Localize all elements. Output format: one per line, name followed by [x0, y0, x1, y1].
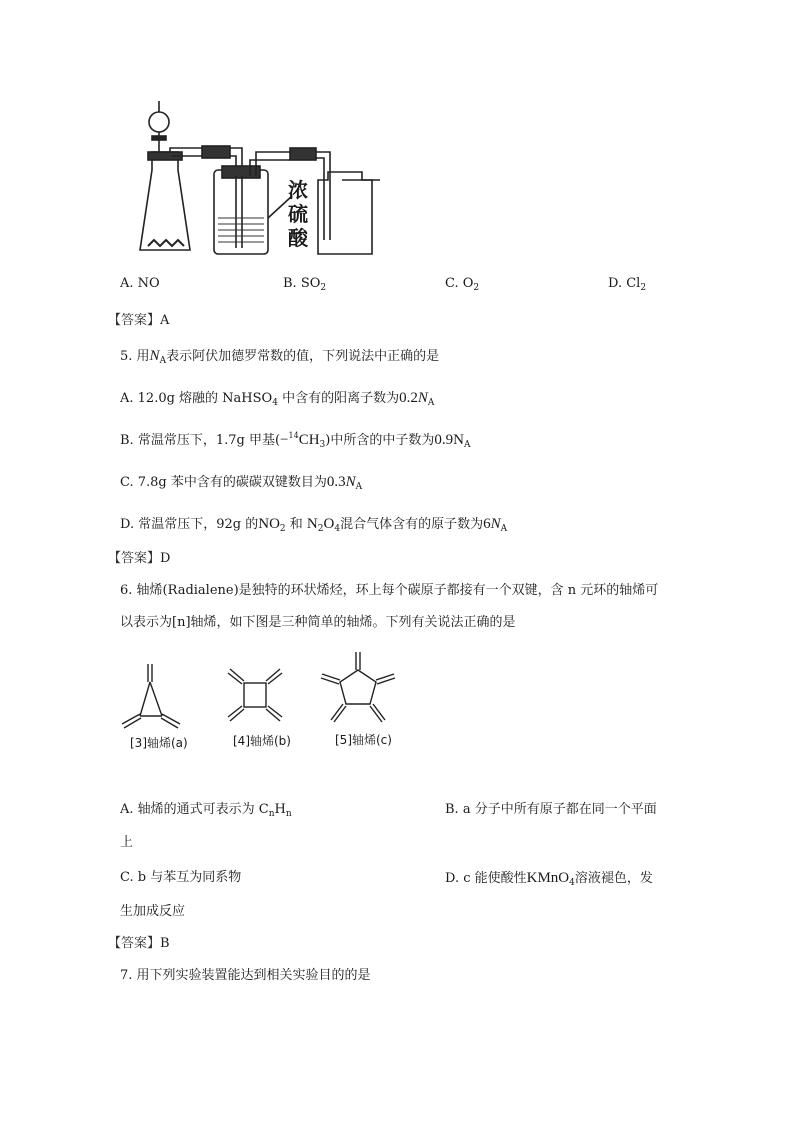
- q6-option-c: C. b 与苯互为同系物: [120, 870, 242, 885]
- q5-option-b: B. 常温常压下，1.7g 甲基$(-^{14}CH_3)$中所含的中子数为$0.9N_A$: [120, 431, 471, 450]
- q4-option-b: B. $SO_2$: [283, 276, 327, 293]
- q4-option-c: C. $O_2$: [445, 276, 480, 293]
- q6-option-d: D. c 能使酸性KMnO$_4$溶液褪色，发: [445, 870, 653, 888]
- radialene-5-label: [5]轴烯(c): [335, 733, 392, 747]
- gas-apparatus-figure: [150, 100, 410, 260]
- q7-stem: 7. 用下列实验装置能达到相关实验目的的是: [120, 968, 371, 983]
- q5-option-a: A. 12.0g 熔融的 NaHSO$_4$ 中含有的阳离子数为$0.2N_A$: [120, 390, 435, 408]
- q4-option-a: A. NO: [120, 276, 160, 291]
- q5-option-c: C. 7.8g 苯中含有的碳碳双键数目为$0.3N_A$: [120, 474, 363, 492]
- q6-stem-line1: 6. 轴烯(Radialene)是独特的环状烯烃，环上每个碳原子都接有一个双键，含 n 元环的轴烯可: [120, 583, 659, 598]
- radialene-3-label: [3]轴烯(a): [130, 736, 188, 750]
- radialene-3-structure: [118, 660, 198, 740]
- radialene-4-structure: [222, 665, 302, 748]
- q6-option-a: A. 轴烯的通式可表示为 $C_nH_n$: [120, 802, 292, 819]
- apparatus-label-suan: 酸: [288, 226, 308, 250]
- q5-stem: 5. 用$N_A$表示阿伏加德罗常数的值，下列说法中正确的是: [120, 348, 440, 366]
- q6-stem-line2: 以表示为[n]轴烯，如下图是三种简单的轴烯。下列有关说法正确的是: [120, 615, 516, 630]
- q5-answer: 【答案】D: [108, 551, 171, 566]
- q5-option-d: D. 常温常压下，92g 的$NO_2$ 和 $N_2O_4$混合气体含有的原子数为$6N_A$: [120, 516, 508, 534]
- q4-answer: 【答案】A: [108, 313, 170, 328]
- q6-option-d-cont: 生加成反应: [120, 904, 186, 919]
- q4-option-d: D. $Cl_2$: [608, 276, 647, 293]
- radialene-5-structure: [318, 650, 408, 730]
- q6-answer: 【答案】B: [108, 936, 170, 951]
- q6-option-b: B. a 分子中所有原子都在同一个平面: [445, 802, 657, 817]
- apparatus-label-liu: 硫: [288, 202, 308, 226]
- radialene-4-label: [4]轴烯(b): [233, 734, 291, 748]
- q6-option-b-cont: 上: [120, 835, 134, 850]
- apparatus-label-nong: 浓: [288, 178, 308, 202]
